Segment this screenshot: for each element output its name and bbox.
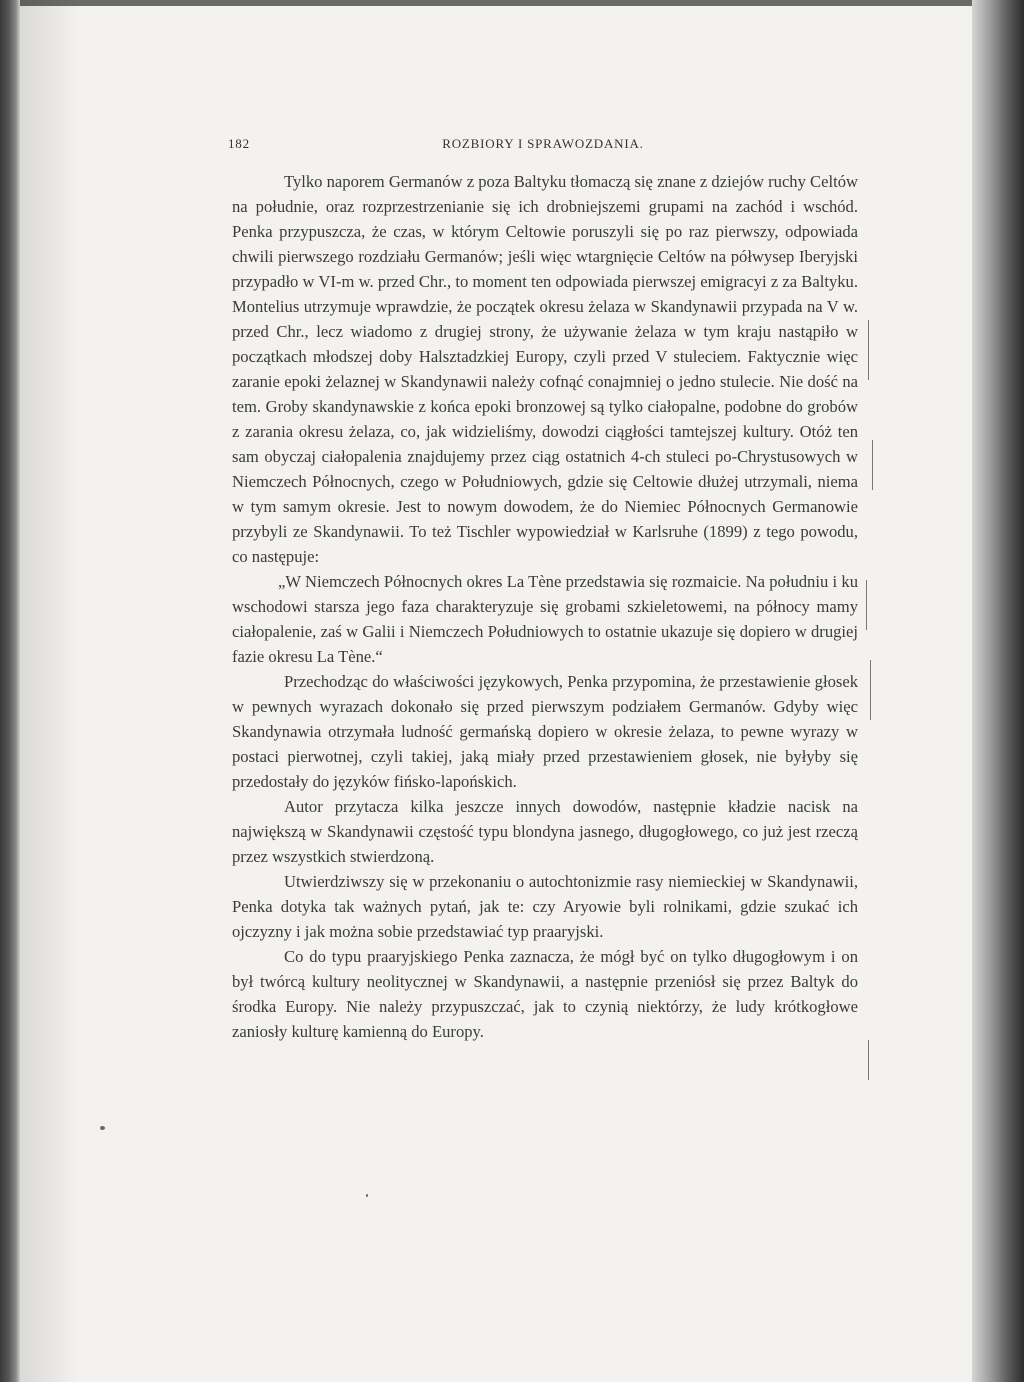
paragraph: Utwierdziwszy się w przekonaniu o autochtonizmie rasy niemieckiej w Skandynawii, Penka dotyka tak ważnych pytań, jak te: czy Aryowie byli rolnikami, gdzie szukać ich ojczyzny i jak można sobie przedstawiać typ praaryjski. <box>232 872 858 941</box>
margin-pencil-mark <box>872 440 873 490</box>
book-edge-right <box>972 0 1024 1382</box>
quote-paragraph: „W Niemczech Północnych okres La Tène przedstawia się rozmaicie. Na południu i ku wschodowi starsza jego faza charakteryzuje się grobami szkieletowemi, na północy mamy ciałopalenie, zaś w Galii i Niemczech Południowych to ostatnie ukazuje się dopiero w drugiej fazie okresu La Tène.“ <box>232 572 858 666</box>
gutter-shadow <box>20 0 80 1382</box>
page-header <box>228 136 858 158</box>
paragraph: Co do typu praaryjskiego Penka zaznacza, że mógł być on tylko długogłowym i on był twórcą kultury neolitycznej w Skandynawii, a następnie przeniósł się przez Baltyk do środka Europy. Nie należy przypuszczać, jak to czynią niektórzy, że ludy krótkogłowe zaniosły kulturę kamienną do Europy. <box>232 947 858 1041</box>
margin-pencil-mark <box>868 1040 869 1080</box>
running-head: ROZBIORY I SPRAWOZDANIA. <box>442 136 644 151</box>
margin-pencil-mark <box>868 320 869 380</box>
margin-pencil-mark <box>866 580 867 630</box>
margin-pencil-mark <box>870 660 871 720</box>
book-spine-shadow-left <box>0 0 20 1382</box>
paragraph: Autor przytacza kilka jeszcze innych dowodów, następnie kładzie nacisk na największą w Skandynawii częstość typu blondyna jasnego, długogłowego, co już jest rzeczą przez wszystkich stwierdzoną. <box>232 797 858 866</box>
paragraph: Przechodząc do właściwości językowych, Penka przypomina, że przestawienie głosek w pewnych wyrazach dokonało się przed pierwszym podziałem Germanów. Gdyby więc Skandynawia otrzymała ludność germańską dopiero w okresie żelaza, to pewne wyrazy w postaci pierwotnej, czyli takiej, jaką miały przed przestawieniem głosek, nie byłyby się przedostały do języków fińsko-lapońskich. <box>232 672 858 791</box>
ink-speck <box>100 1126 105 1130</box>
paragraph: Tylko naporem Germanów z poza Baltyku tłomaczą się znane z dziejów ruchy Celtów na południe, oraz rozprzestrzenianie się ich drobniejszemi grupami na zachód i wschód. Penka przypuszcza, że czas, w którym Celtowie poruszyli się po raz pierwszy, odpowiada chwili pierwszego rozdziału Germanów; jeśli więc wtargnięcie Celtów na półwysep Iberyjski przypadło w VI-m w. przed Chr., to moment ten odpowiada pierwszej emigracyi z za Baltyku. Montelius utrzymuje wprawdzie, że początek okresu żelaza w Skandynawii przypada na V w. przed Chr., lecz wiadomo z drugiej strony, że używanie żelaza w tym kraju nastąpiło w początkach młodszej doby Halsztadzkiej Europy, czyli przed V stuleciem. Faktycznie więc zaranie epoki żelaznej w Skandynawii należy cofnąć conajmniej o jedno stulecie. Nie dość na tem. Groby skandynawskie z końca epoki bronzowej są tylko ciałopalne, podobne do grobów z zarania okresu żelaza, co, jak widzieliśmy, dowodzi ciągłości tamtejszej kultury. Otóż ten sam obyczaj ciałopalenia znajdujemy przez ciąg ostatnich 4-ch stuleci po-Chrystusowych w Niemczech Północnych, czego w Południowych, gdzie się Celtowie dłużej utrzymali, niema w tym samym okresie. Jest to nowym dowodem, że do Niemiec Północnych Germanowie przybyli ze Skandynawii. To też Tischler wypowiedział w Karlsruhe (1899) z tego powodu, co następuje: <box>232 172 858 566</box>
ink-speck <box>366 1194 368 1197</box>
scan-top-edge <box>0 0 1024 6</box>
page-number: 182 <box>228 136 250 151</box>
body-text <box>232 169 858 1044</box>
